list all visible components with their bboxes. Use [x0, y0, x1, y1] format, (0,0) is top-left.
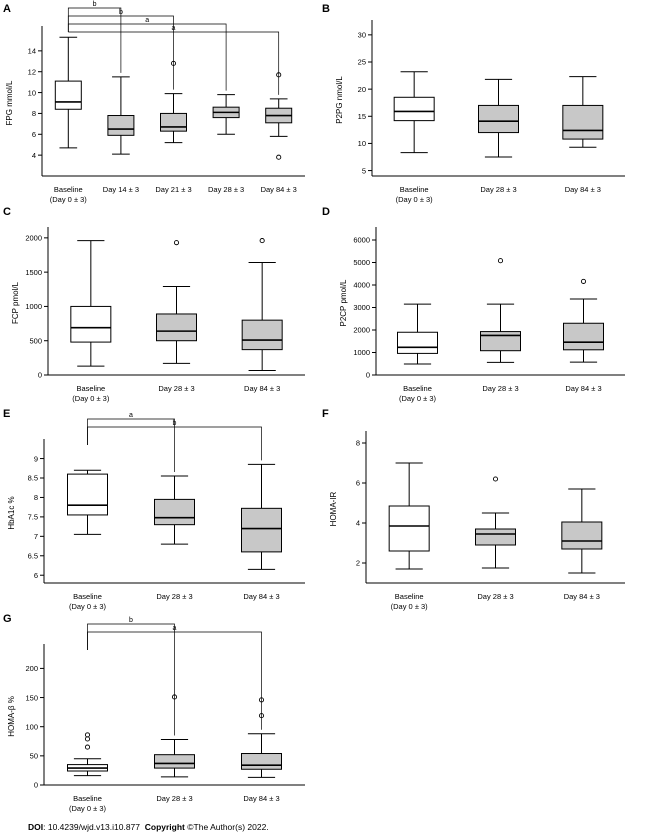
- svg-text:6.5: 6.5: [27, 551, 38, 561]
- svg-text:0: 0: [33, 780, 38, 790]
- svg-text:Day 28 ± 3: Day 28 ± 3: [156, 794, 193, 803]
- doi-value: 10.4239/wjd.v13.i10.877: [47, 822, 141, 832]
- svg-text:HbA1c %: HbA1c %: [7, 496, 16, 530]
- svg-text:a: a: [129, 412, 133, 419]
- svg-text:7.5: 7.5: [27, 512, 38, 522]
- svg-text:2000: 2000: [25, 233, 42, 243]
- svg-text:a: a: [171, 25, 176, 32]
- doi-label: DOI: [28, 822, 44, 832]
- svg-text:Day 28 ± 3: Day 28 ± 3: [158, 384, 195, 393]
- svg-text:15: 15: [357, 111, 366, 121]
- svg-text:Day 28 ± 3: Day 28 ± 3: [477, 592, 514, 601]
- svg-text:b: b: [172, 420, 177, 427]
- svg-text:25: 25: [357, 57, 366, 67]
- svg-text:1000: 1000: [25, 302, 42, 312]
- svg-text:9: 9: [33, 454, 38, 464]
- panel-letter-d: D: [322, 206, 330, 218]
- svg-text:50: 50: [29, 751, 38, 761]
- svg-text:0: 0: [37, 370, 42, 380]
- svg-text:2: 2: [355, 558, 360, 568]
- svg-text:5: 5: [361, 166, 366, 176]
- svg-text:Baseline: Baseline: [76, 384, 106, 393]
- svg-text:Day 84 ± 3: Day 84 ± 3: [243, 592, 280, 601]
- svg-text:Day 84 ± 3: Day 84 ± 3: [260, 185, 297, 194]
- figure-footer: DOI: 10.4239/wjd.v13.i10.877 Copyright ©The Author(s) 2022.: [28, 822, 269, 832]
- svg-text:14: 14: [27, 46, 36, 56]
- svg-text:7: 7: [33, 532, 38, 542]
- panel-d-plot: [320, 203, 640, 408]
- svg-text:(Day 0 ± 3): (Day 0 ± 3): [395, 195, 433, 204]
- svg-text:HOMA-IR: HOMA-IR: [329, 491, 338, 527]
- svg-text:Day 84 ± 3: Day 84 ± 3: [565, 384, 602, 393]
- svg-text:FCP pmol/L: FCP pmol/L: [11, 281, 20, 325]
- svg-text:100: 100: [25, 722, 38, 732]
- svg-text:Baseline: Baseline: [399, 185, 429, 194]
- svg-text:Day 21 ± 3: Day 21 ± 3: [155, 185, 192, 194]
- panel-letter-e: E: [3, 408, 11, 420]
- svg-text:4: 4: [355, 518, 360, 528]
- svg-text:30: 30: [357, 30, 366, 40]
- svg-text:Baseline: Baseline: [73, 794, 102, 803]
- svg-text:6: 6: [33, 570, 38, 580]
- svg-text:8.5: 8.5: [27, 473, 38, 483]
- svg-text:500: 500: [29, 336, 42, 346]
- svg-text:Day 84 ± 3: Day 84 ± 3: [563, 592, 600, 601]
- svg-text:a: a: [172, 625, 177, 632]
- svg-text:6: 6: [31, 129, 36, 139]
- svg-text:b: b: [92, 1, 97, 8]
- svg-text:Baseline: Baseline: [394, 592, 424, 601]
- copyright-value: ©The Author(s) 2022.: [187, 822, 269, 832]
- svg-text:4: 4: [31, 150, 36, 160]
- svg-text:FPG mmol/L: FPG mmol/L: [5, 80, 14, 126]
- panel-letter-a: A: [3, 3, 11, 15]
- svg-text:Day 28 ± 3: Day 28 ± 3: [482, 384, 519, 393]
- svg-text:6: 6: [355, 478, 360, 488]
- svg-text:(Day 0 ± 3): (Day 0 ± 3): [72, 394, 110, 403]
- svg-text:150: 150: [25, 693, 38, 703]
- svg-text:8: 8: [33, 493, 38, 503]
- copyright-label: Copyright: [144, 822, 185, 832]
- svg-text:3000: 3000: [353, 303, 370, 313]
- svg-text:Baseline: Baseline: [403, 384, 432, 393]
- svg-text:P2PG nmol/L: P2PG nmol/L: [335, 76, 344, 124]
- svg-text:4000: 4000: [353, 280, 370, 290]
- svg-text:0: 0: [365, 370, 370, 380]
- svg-text:Baseline: Baseline: [53, 185, 83, 194]
- svg-text:a: a: [145, 17, 150, 24]
- svg-text:Day 84 ± 3: Day 84 ± 3: [243, 794, 280, 803]
- svg-text:Day 28 ± 3: Day 28 ± 3: [156, 592, 193, 601]
- svg-text:Day 84 ± 3: Day 84 ± 3: [564, 185, 601, 194]
- panel-f-plot: [320, 405, 640, 613]
- svg-text:1000: 1000: [353, 348, 370, 358]
- svg-text:P2CP pmol/L: P2CP pmol/L: [339, 279, 348, 327]
- panel-b-plot: [320, 0, 640, 205]
- svg-text:Baseline: Baseline: [73, 592, 102, 601]
- svg-text:2000: 2000: [353, 325, 370, 335]
- svg-text:1500: 1500: [25, 267, 42, 277]
- svg-text:6000: 6000: [353, 235, 370, 245]
- panel-c-plot: [0, 203, 320, 408]
- svg-text:b: b: [118, 9, 123, 16]
- svg-text:5000: 5000: [353, 258, 370, 268]
- svg-text:b: b: [129, 617, 133, 624]
- svg-text:(Day 0 ± 3): (Day 0 ± 3): [68, 602, 107, 611]
- svg-text:Day 28 ± 3: Day 28 ± 3: [207, 185, 245, 194]
- svg-text:(Day 0 ± 3): (Day 0 ± 3): [398, 394, 437, 403]
- panel-letter-g: G: [3, 613, 12, 625]
- panel-letter-c: C: [3, 206, 11, 218]
- svg-text:200: 200: [25, 664, 38, 674]
- panel-g-plot: [0, 610, 320, 815]
- svg-text:10: 10: [357, 139, 366, 149]
- svg-text:(Day 0 ± 3): (Day 0 ± 3): [390, 602, 428, 611]
- svg-text:20: 20: [357, 84, 366, 94]
- svg-text:10: 10: [27, 88, 36, 98]
- panel-a-plot: [0, 0, 320, 205]
- svg-text:Day 28 ± 3: Day 28 ± 3: [480, 185, 517, 194]
- svg-text:8: 8: [31, 109, 36, 119]
- svg-text:Day 14 ± 3: Day 14 ± 3: [102, 185, 140, 194]
- svg-text:Day 84 ± 3: Day 84 ± 3: [244, 384, 281, 393]
- svg-text:8: 8: [355, 438, 360, 448]
- svg-text:(Day 0 ± 3): (Day 0 ± 3): [68, 804, 107, 813]
- svg-text:HOMA-β %: HOMA-β %: [7, 696, 16, 737]
- panel-letter-f: F: [322, 408, 329, 420]
- panel-letter-b: B: [322, 3, 330, 15]
- svg-text:12: 12: [27, 67, 36, 77]
- panel-e-plot: [0, 405, 320, 613]
- svg-text:(Day 0 ± 3): (Day 0 ± 3): [49, 195, 87, 204]
